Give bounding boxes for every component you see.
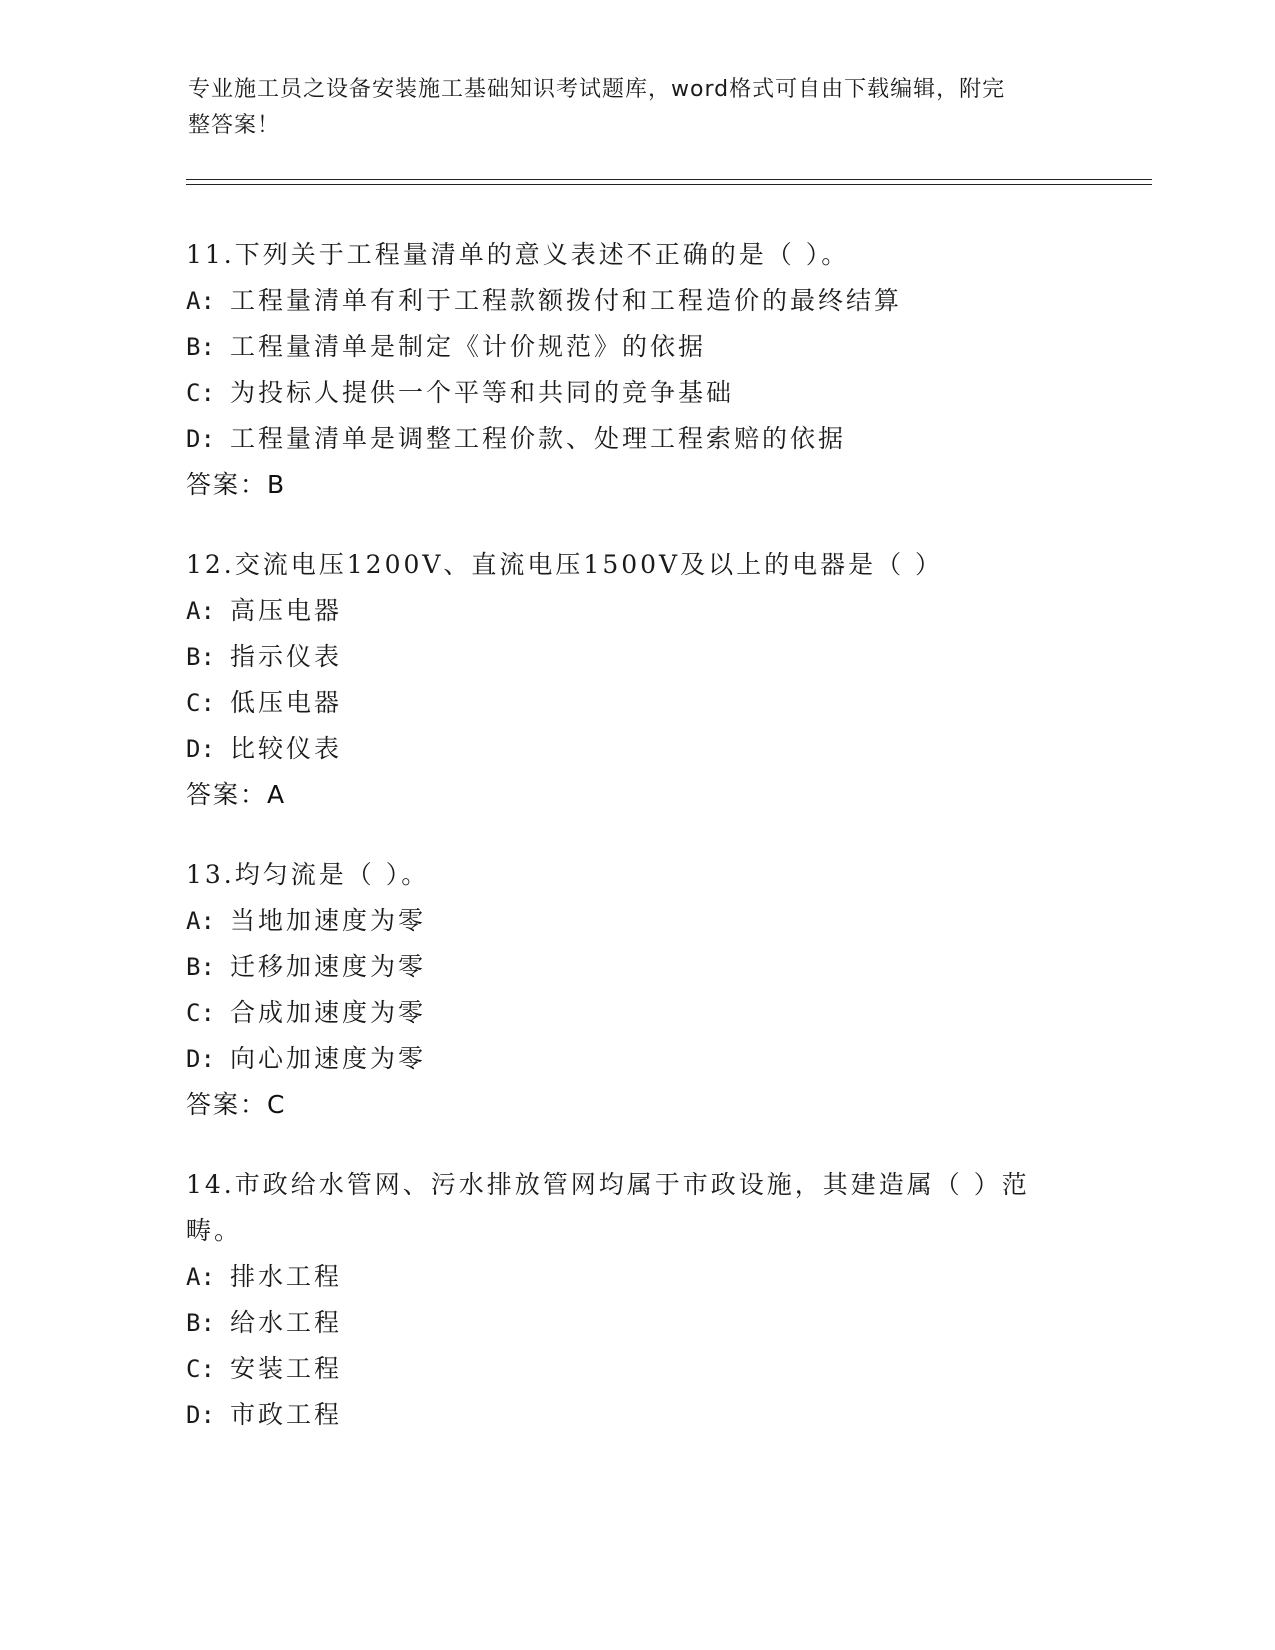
option-text: 向心加速度为零 — [230, 1044, 427, 1073]
question-12 — [186, 542, 1086, 818]
option-text: 给水工程 — [230, 1308, 343, 1337]
answer-line: 答案：A — [186, 780, 287, 809]
question-11 — [186, 232, 1086, 508]
question-stem: 14.市政给水管网、污水排放管网均属于市政设施，其建造属（ ）范畴。 — [186, 1170, 1030, 1245]
option-text: 迁移加速度为零 — [230, 952, 427, 981]
question-14 — [186, 1162, 1086, 1438]
header-divider-top — [186, 179, 1152, 180]
option-text: 工程量清单是制定《计价规范》的依据 — [230, 332, 707, 361]
option-c — [186, 680, 1086, 726]
option-text: 安装工程 — [230, 1354, 343, 1383]
question-list — [186, 232, 1086, 1472]
header-title-line-1: 专业施工员之设备安装施工基础知识考试题库，word格式可自由下载编辑，附完 — [188, 77, 1006, 102]
option-b — [186, 634, 1086, 680]
option-letter: B: — [186, 333, 215, 361]
option-letter: B: — [186, 643, 215, 671]
option-d — [186, 416, 1086, 462]
option-text: 当地加速度为零 — [230, 906, 427, 935]
option-b — [186, 1300, 1086, 1346]
option-text: 指示仪表 — [230, 642, 343, 671]
option-a — [186, 278, 1086, 324]
option-letter: B: — [186, 1309, 215, 1337]
option-c — [186, 990, 1086, 1036]
option-a — [186, 898, 1086, 944]
option-text: 排水工程 — [230, 1262, 343, 1291]
option-d — [186, 1036, 1086, 1082]
option-text: 工程量清单有利于工程款额拨付和工程造价的最终结算 — [230, 286, 903, 315]
question-stem: 13.均匀流是（ ）。 — [186, 860, 430, 889]
option-a — [186, 1254, 1086, 1300]
option-letter: A: — [186, 287, 215, 315]
option-d — [186, 726, 1086, 772]
option-letter: D: — [186, 425, 215, 453]
option-letter: D: — [186, 735, 215, 763]
option-letter: A: — [186, 907, 215, 935]
question-13 — [186, 852, 1086, 1128]
option-text: 高压电器 — [230, 596, 343, 625]
document-header — [188, 72, 1068, 144]
question-stem: 11.下列关于工程量清单的意义表述不正确的是（ ）。 — [186, 240, 850, 269]
answer-line: 答案：C — [186, 1090, 287, 1119]
option-letter: C: — [186, 689, 215, 717]
option-text: 为投标人提供一个平等和共同的竞争基础 — [230, 378, 735, 407]
option-d — [186, 1392, 1086, 1438]
option-text: 市政工程 — [230, 1400, 343, 1429]
option-letter: C: — [186, 999, 215, 1027]
option-b — [186, 324, 1086, 370]
option-c — [186, 1346, 1086, 1392]
option-a — [186, 588, 1086, 634]
option-text: 低压电器 — [230, 688, 343, 717]
option-letter: C: — [186, 1355, 215, 1383]
question-stem: 12.交流电压1200V、直流电压1500V及以上的电器是（ ） — [186, 550, 944, 579]
answer-line: 答案：B — [186, 470, 287, 499]
option-text: 合成加速度为零 — [230, 998, 427, 1027]
option-letter: D: — [186, 1045, 215, 1073]
header-title-line-2: 整答案！ — [188, 113, 281, 138]
option-letter: A: — [186, 597, 215, 625]
header-divider-bottom — [186, 184, 1152, 185]
option-letter: C: — [186, 379, 215, 407]
option-letter: D: — [186, 1401, 215, 1429]
option-c — [186, 370, 1086, 416]
option-text: 工程量清单是调整工程价款、处理工程索赔的依据 — [230, 424, 847, 453]
option-letter: B: — [186, 953, 215, 981]
option-text: 比较仪表 — [230, 734, 343, 763]
option-b — [186, 944, 1086, 990]
option-letter: A: — [186, 1263, 215, 1291]
